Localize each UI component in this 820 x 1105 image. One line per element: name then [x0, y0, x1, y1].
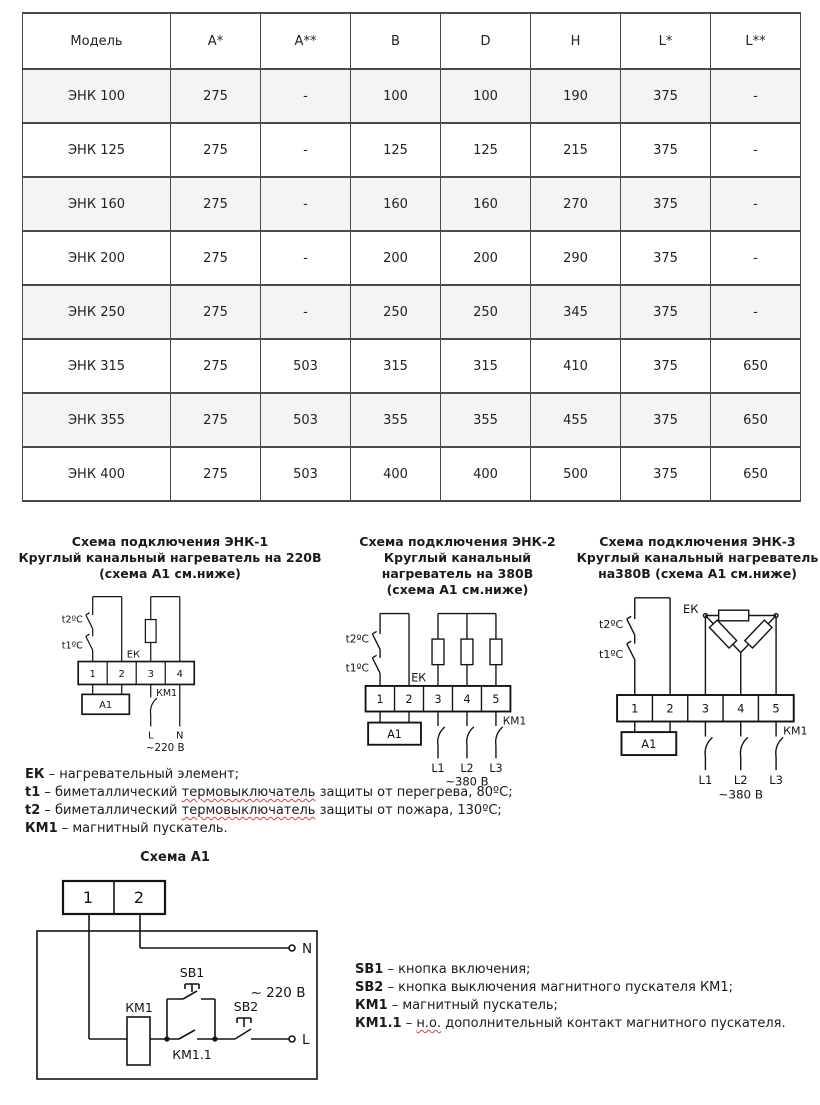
table-cell: 400	[441, 447, 531, 501]
t1-label: t1ºC	[599, 647, 624, 661]
terminal-number: 5	[772, 701, 780, 716]
legend-text: – магнитный пускатель;	[387, 998, 558, 1013]
diagram-enk2-title	[340, 534, 575, 598]
scheme-a1-schematic	[25, 871, 325, 1086]
km11-contact-icon	[167, 1030, 215, 1039]
table-cell: 275	[171, 447, 261, 501]
legend-text: – биметаллический	[40, 803, 182, 818]
table-cell: 375	[621, 123, 711, 177]
diagram-enk3-schematic	[595, 589, 807, 801]
phase-label: L2	[460, 762, 474, 776]
table-cell: 275	[171, 177, 261, 231]
table-cell: 375	[621, 447, 711, 501]
table-cell: 275	[171, 69, 261, 123]
legend-line	[355, 979, 786, 997]
table-cell: 275	[171, 339, 261, 393]
legend-key: КМ1	[355, 998, 388, 1013]
table-cell: 355	[351, 393, 441, 447]
voltage-label: ~380 В	[445, 774, 489, 789]
column-header-h: H	[531, 13, 621, 69]
table-cell: 650	[711, 447, 801, 501]
legend-text-misspelled: термовыключатель	[181, 803, 316, 818]
terminal-number: 4	[176, 668, 183, 680]
table-cell: ЭНК 200	[23, 231, 171, 285]
diagram-title-line: Схема подключения ЭНК-2	[359, 534, 556, 549]
table-cell: 275	[171, 123, 261, 177]
terminal-number: 3	[701, 701, 710, 716]
table-cell: -	[261, 69, 351, 123]
legend-text: дополнительный контакт магнитного пускателя.	[441, 1016, 786, 1031]
terminal-number: 2	[133, 888, 145, 907]
table-cell: 375	[621, 393, 711, 447]
table-cell: 375	[621, 177, 711, 231]
table-cell: 375	[621, 339, 711, 393]
legend-text: – магнитный пускатель.	[57, 821, 228, 836]
table-cell: 375	[621, 231, 711, 285]
legend-key: КМ1.1	[355, 1016, 402, 1031]
table-cell: -	[711, 231, 801, 285]
legend-text: – нагревательный элемент;	[44, 767, 240, 782]
table-cell: -	[711, 177, 801, 231]
km1-coil-icon	[127, 1017, 150, 1065]
terminal-number: 1	[89, 668, 96, 680]
table-cell: 215	[531, 123, 621, 177]
terminal-number: 3	[147, 668, 154, 680]
terminal-number: 4	[737, 701, 745, 716]
heater-element-delta-icon	[703, 610, 778, 695]
ek-label: ЕК	[411, 671, 427, 685]
table-row	[23, 285, 801, 339]
scheme-a1-title: Схема А1	[140, 850, 210, 865]
table-cell: -	[261, 123, 351, 177]
terminal-number: 4	[463, 692, 471, 706]
table-cell: -	[261, 285, 351, 339]
table-cell: 125	[351, 123, 441, 177]
contactor-contact-icon	[438, 712, 503, 759]
table-cell: -	[711, 69, 801, 123]
legend-text-misspelled: н.о.	[416, 1016, 442, 1031]
terminal-number: 1	[376, 692, 384, 706]
table-cell: 100	[441, 69, 531, 123]
heater-element-icon	[432, 614, 502, 686]
heater-element-icon	[145, 597, 179, 662]
diagram-title-line: Круглый канальный нагреватель на 380В	[381, 550, 534, 581]
column-header-l2: L**	[711, 13, 801, 69]
legend-key: t1	[25, 785, 41, 800]
legend-line	[355, 1015, 786, 1033]
scheme-a1-section	[0, 850, 820, 1090]
diagram-enk3-title	[575, 534, 820, 582]
column-header-b: B	[351, 13, 441, 69]
table-cell: 275	[171, 285, 261, 339]
diagram-title-line: (схема А1 см.ниже)	[386, 582, 529, 597]
a1-label: А1	[641, 737, 657, 751]
legend-key: t2	[25, 803, 41, 818]
ek-label: ЕК	[126, 649, 141, 661]
table-cell: 100	[351, 69, 441, 123]
table-cell: 160	[441, 177, 531, 231]
legend-text-misspelled: термовыключатель	[181, 785, 316, 800]
legend-line	[25, 820, 820, 838]
table-cell: ЭНК 250	[23, 285, 171, 339]
table-cell: 503	[261, 447, 351, 501]
table-row	[23, 393, 801, 447]
table-row	[23, 447, 801, 501]
t1-label: t1ºC	[61, 640, 83, 652]
legend-text: защиты от пожара, 130ºС;	[315, 803, 502, 818]
table-cell: ЭНК 400	[23, 447, 171, 501]
table-cell: 650	[711, 339, 801, 393]
a1-label: А1	[99, 700, 113, 712]
legend-line	[25, 802, 820, 820]
km11-label: КМ1.1	[172, 1047, 212, 1062]
thermal-switch-icon	[86, 597, 122, 662]
phase-label: L1	[431, 762, 445, 776]
table-cell: 400	[351, 447, 441, 501]
table-row	[23, 339, 801, 393]
table-cell: 275	[171, 231, 261, 285]
terminal-block	[63, 881, 165, 914]
km1-label: КМ1	[783, 724, 808, 738]
diagram-enk1-schematic	[40, 589, 250, 753]
column-header-a2: A**	[261, 13, 351, 69]
legend-line	[355, 961, 786, 979]
t2-label: t2ºC	[345, 632, 369, 646]
diagram-title-line: Схема подключения ЭНК-3	[599, 534, 796, 549]
table-header-row	[23, 13, 801, 69]
legend-line	[355, 997, 786, 1015]
table-cell: 355	[441, 393, 531, 447]
table-cell: ЭНК 160	[23, 177, 171, 231]
table-cell: 190	[531, 69, 621, 123]
l-label: L	[302, 1032, 310, 1048]
table-row	[23, 123, 801, 177]
terminal-number: 1	[631, 701, 639, 716]
l-terminal-icon	[289, 1036, 295, 1042]
table-row	[23, 231, 801, 285]
table-row	[23, 177, 801, 231]
column-header-d: D	[441, 13, 531, 69]
voltage-label: ~220 В	[145, 741, 185, 754]
legend-key: ЕК	[25, 767, 45, 782]
terminal-number: 2	[405, 692, 413, 706]
table-cell: ЭНК 355	[23, 393, 171, 447]
table-cell: 375	[621, 285, 711, 339]
table-cell: -	[711, 123, 801, 177]
km1-label: КМ1	[502, 714, 527, 728]
voltage-label: ~ 220 В	[250, 985, 306, 1001]
sb1-label: SB1	[179, 965, 205, 980]
diagram-title-line: Круглый канальный нагреватель	[576, 550, 819, 565]
phase-label: L	[147, 730, 154, 742]
column-header-l1: L*	[621, 13, 711, 69]
dimensions-table	[22, 12, 801, 502]
phase-label: L3	[769, 773, 783, 788]
scheme-a1	[25, 850, 325, 1090]
diagram-enk1	[0, 534, 340, 766]
terminal-number: 3	[434, 692, 442, 706]
table-cell: 270	[531, 177, 621, 231]
a1-label: А1	[387, 727, 402, 741]
diagram-enk2-schematic	[340, 605, 536, 788]
table-cell: ЭНК 100	[23, 69, 171, 123]
table-cell: 345	[531, 285, 621, 339]
voltage-label: ~380 В	[718, 787, 764, 802]
terminal-number: 2	[666, 701, 674, 716]
table-cell: 375	[621, 69, 711, 123]
phase-label: L2	[733, 773, 748, 788]
table-cell: 250	[441, 285, 531, 339]
phase-label: N	[176, 730, 184, 742]
table-cell: 410	[531, 339, 621, 393]
table-cell: 315	[441, 339, 531, 393]
legend-scheme-a1	[355, 961, 786, 1090]
table-cell: 290	[531, 231, 621, 285]
diagram-enk2	[340, 534, 575, 789]
n-label: N	[302, 941, 313, 957]
legend-text: –	[401, 1016, 417, 1031]
table-cell: ЭНК 315	[23, 339, 171, 393]
terminal-number: 5	[492, 692, 500, 706]
sb2-button-icon	[215, 1018, 289, 1039]
column-header-model: Модель	[23, 13, 171, 69]
table-cell: 315	[351, 339, 441, 393]
table-cell: -	[711, 285, 801, 339]
table-cell: 200	[441, 231, 531, 285]
diagram-title-line: на380В (схема А1 см.ниже)	[598, 566, 797, 581]
legend-key: КМ1	[25, 821, 58, 836]
legend-key: SB2	[355, 980, 384, 995]
table-cell: 455	[531, 393, 621, 447]
table-cell: 503	[261, 393, 351, 447]
table-cell: -	[261, 231, 351, 285]
thermal-switch-icon	[372, 614, 409, 686]
terminal-number: 2	[118, 668, 125, 680]
table-cell: 125	[441, 123, 531, 177]
diagram-title-line: Круглый канальный нагреватель на 220В	[18, 550, 322, 565]
legend-key: SB1	[355, 962, 384, 977]
sb2-label: SB2	[233, 999, 259, 1014]
table-cell: -	[261, 177, 351, 231]
n-terminal-icon	[289, 945, 295, 951]
legend-text: – биметаллический	[40, 785, 182, 800]
thermal-switch-icon	[627, 598, 670, 695]
table-cell: 250	[351, 285, 441, 339]
diagram-title-line: Схема подключения ЭНК-1	[71, 534, 269, 549]
ek-label: ЕК	[682, 601, 699, 616]
table-cell: 500	[531, 447, 621, 501]
contactor-contact-icon	[705, 722, 783, 771]
diagram-title-line: (схема А1 см.ниже)	[99, 566, 241, 581]
table-cell: 503	[261, 339, 351, 393]
terminal-number: 1	[82, 888, 94, 907]
table-cell: ЭНК 125	[23, 123, 171, 177]
column-header-a1: A*	[171, 13, 261, 69]
table-cell: 160	[351, 177, 441, 231]
sb1-button-icon	[167, 984, 215, 1039]
table-cell: 200	[351, 231, 441, 285]
diagram-enk3	[575, 534, 820, 802]
legend-text: защиты от перегрева, 80ºС;	[315, 785, 513, 800]
diagram-enk1-title	[0, 534, 340, 582]
phase-label: L3	[489, 762, 503, 776]
table-row	[23, 69, 801, 123]
legend-text: – кнопка включения;	[383, 962, 531, 977]
t2-label: t2ºC	[599, 617, 624, 631]
km1-label: КМ1	[156, 687, 178, 699]
phase-label: L1	[698, 773, 713, 788]
t1-label: t1ºC	[345, 661, 369, 675]
table-cell: 650	[711, 393, 801, 447]
t2-label: t2ºC	[61, 614, 83, 626]
table-cell: 275	[171, 393, 261, 447]
km1-label: КМ1	[125, 1000, 153, 1015]
legend-text: – кнопка выключения магнитного пускателя КМ1;	[383, 980, 734, 995]
